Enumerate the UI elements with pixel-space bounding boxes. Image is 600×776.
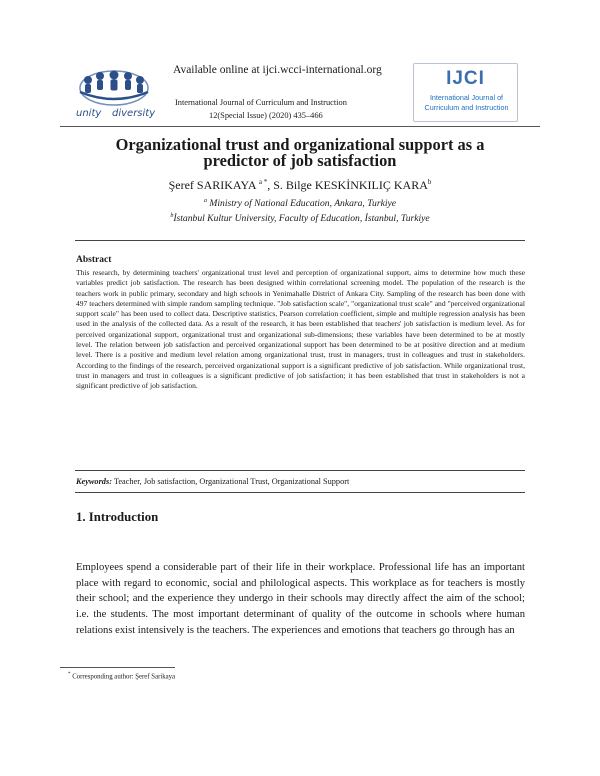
section-heading-introduction: 1. Introduction [76, 510, 159, 524]
available-online-text: Available online at ijci.wcci-international.org [173, 64, 382, 76]
abstract-text: This research, by determining teachers' organizational trust level and perception of organizational support, aims to determine how much these variables predict job satisfaction. The research has been designed within correlational screening model. The population of the research is the teachers work in public primary, secondary and high schools in Yenimahalle District of Ankara City. Sampling of the research has been done with 497 teachers determined with simple random sampling technique. "Job satisfaction scale", "organizational trust scale" and "perceived organizational support scale" has been used to collect data. Descriptive statistics, Pearson correlation coefficient, simple and multiple regression analysis has been used in the analysis of the collected data. As a result of the research, it has been established that teachers' job satisfaction is medium level. As for perceived organizational support, organizational trust and organizational sub-dimensions; these variables have been determined to be at mostly level. The relation between job satisfaction and perceived organizational support has been determined to be at positive direction and at medium level. There is a positive and medium level relation among organizational trust, trust in managers, trust in colleagues and trust in stakeholders. According to the findings of the research, perceived organizational support is a significant predictive of job satisfaction. While organizational trust, trust in managers and trust in colleagues is a significant predictive of job satisfaction; it has been established that trust in stakeholders is not a significant predictive of job satisfaction. [76, 268, 525, 391]
paper-title: Organizational trust and organizational support as a predictor of job satisfaction [115, 135, 485, 170]
svg-text:unity: unity [76, 108, 102, 119]
authors: Şeref SARIKAYA $^{a *}$, S. Bilge KESKİNKILIÇ KARA$^b$ [168, 178, 432, 192]
abstract-top-rule [75, 240, 525, 241]
keywords [76, 477, 525, 486]
header-divider [60, 126, 540, 127]
keywords-list: Teacher, Job satisfaction, Organizational Trust, Organizational Support [111, 477, 350, 486]
keywords-bottom-rule [75, 492, 525, 493]
footnote: * Corresponding author: Şeref Sarikaya [68, 672, 176, 681]
journal-name: International Journal of Curriculum and Instruction [175, 98, 347, 107]
keywords-top-rule [75, 470, 525, 471]
introduction-paragraph: Employees spend a considerable part of their life in their workplace. Professional life has an important place with regard to economic, social and philological aspects. This workplace as for teachers is mostly their school; and the experience they undergo in their schools may directly affect the aim of the school; i.e. the students. The most important determinant of quality of the outcome in schools where human relations exist intensively is the teachers. The experiences and emotions that teachers go through has an [76, 562, 525, 636]
ijci-badge-subtitle: International Journal of Curriculum and Instruction [424, 93, 509, 112]
abstract-heading: Abstract [76, 255, 112, 265]
ijci-badge-title: IJCI [446, 68, 485, 89]
svg-text:diversity: diversity [112, 108, 156, 119]
journal-logo [68, 66, 160, 120]
ijci-badge [413, 63, 518, 122]
keywords-label: Keywords: [76, 477, 112, 486]
affiliation-b: $^b$İstanbul Kultur University, Faculty of Education, İstanbul, Turkiye [170, 213, 430, 225]
footnote-divider [60, 667, 175, 668]
affiliation-a: $^a$ Ministry of National Education, Ankara, Turkiye [203, 198, 397, 210]
unity-diversity-logo-icon [68, 66, 160, 120]
issue-info: 12(Special Issue) (2020) 435–466 [209, 111, 323, 120]
